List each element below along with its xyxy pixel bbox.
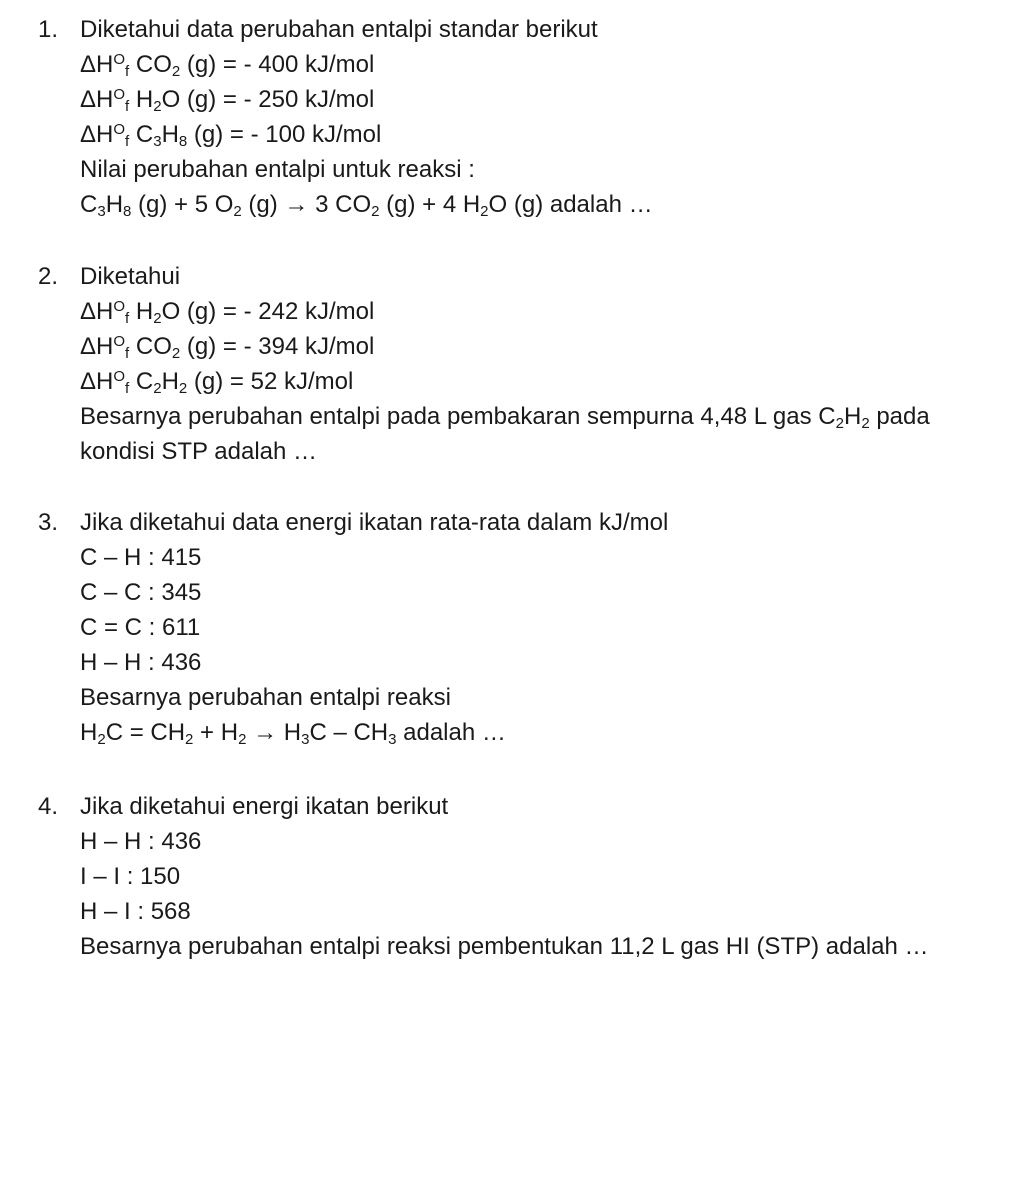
text-line bbox=[80, 575, 980, 610]
text-segment: Jika diketahui data energi ikatan rata-rata dalam kJ/mol bbox=[80, 509, 669, 536]
problem-number: 2. bbox=[38, 263, 59, 290]
text-line bbox=[80, 929, 980, 964]
text-line bbox=[80, 540, 980, 575]
subscript: 2 bbox=[153, 98, 162, 115]
text-segment: Besarnya perubahan entalpi pada pembakaran sempurna 4,48 L gas C bbox=[80, 403, 836, 430]
subscript: 2 bbox=[480, 203, 489, 220]
problem-body bbox=[80, 12, 980, 222]
text-line bbox=[80, 680, 980, 715]
text-line bbox=[80, 329, 980, 364]
subscript: 3 bbox=[388, 731, 397, 748]
subscript: 2 bbox=[835, 415, 844, 432]
text-segment: (g) = - 400 kJ/mol bbox=[180, 51, 375, 78]
subscript: 2 bbox=[861, 415, 870, 432]
text-segment: adalah … bbox=[396, 719, 506, 746]
text-line bbox=[80, 505, 980, 540]
text-segment: ΔH bbox=[80, 121, 114, 148]
text-segment: Diketahui bbox=[80, 263, 181, 290]
text-segment: (g) = 52 kJ/mol bbox=[187, 368, 354, 395]
text-segment: O (g) = - 242 kJ/mol bbox=[161, 298, 375, 325]
text-segment: C – H : 415 bbox=[80, 544, 202, 571]
text-segment: Besarnya perubahan entalpi reaksi bbox=[80, 684, 451, 711]
problem-number: 4. bbox=[38, 793, 59, 820]
superscript: O bbox=[113, 51, 126, 68]
text-line bbox=[80, 824, 980, 859]
text-segment: C bbox=[129, 368, 154, 395]
text-segment: H – I : 568 bbox=[80, 898, 191, 925]
text-segment: (g) → 3 CO bbox=[241, 191, 372, 218]
superscript: O bbox=[113, 368, 126, 385]
text-line bbox=[80, 82, 980, 117]
subscript: 2 bbox=[233, 203, 242, 220]
text-line bbox=[80, 47, 980, 82]
subscript: 3 bbox=[301, 731, 310, 748]
text-segment: C – C : 345 bbox=[80, 579, 202, 606]
superscript: O bbox=[113, 298, 126, 315]
text-segment: Jika diketahui energi ikatan berikut bbox=[80, 793, 449, 820]
text-segment: ΔH bbox=[80, 298, 114, 325]
text-segment: kondisi STP adalah … bbox=[80, 438, 318, 465]
problem-number: 1. bbox=[38, 16, 59, 43]
text-segment: ΔH bbox=[80, 368, 114, 395]
text-segment: ΔH bbox=[80, 86, 114, 113]
text-segment: (g) + 5 O bbox=[131, 191, 234, 218]
subscript: 8 bbox=[178, 133, 188, 150]
text-line bbox=[80, 434, 980, 469]
text-segment: O (g) adalah … bbox=[488, 191, 653, 218]
superscript: O bbox=[113, 86, 126, 103]
text-segment: O (g) = - 250 kJ/mol bbox=[161, 86, 375, 113]
text-segment: H – H : 436 bbox=[80, 649, 202, 676]
superscript: O bbox=[113, 333, 126, 350]
text-segment: (g) + 4 H bbox=[379, 191, 481, 218]
text-segment: CO bbox=[129, 51, 172, 78]
subscript: f bbox=[125, 345, 130, 362]
text-segment: ΔH bbox=[80, 333, 114, 360]
text-line bbox=[80, 789, 980, 824]
subscript: f bbox=[125, 310, 130, 327]
text-line bbox=[80, 259, 980, 294]
text-line bbox=[80, 294, 980, 329]
text-segment: Nilai perubahan entalpi untuk reaksi : bbox=[80, 156, 475, 183]
subscript: 2 bbox=[153, 380, 162, 397]
text-segment: + H bbox=[193, 719, 239, 746]
text-segment: H bbox=[105, 191, 124, 218]
subscript: 8 bbox=[123, 203, 132, 220]
text-line bbox=[80, 645, 980, 680]
text-segment: H bbox=[161, 121, 179, 148]
text-segment: H bbox=[80, 719, 98, 746]
text-line bbox=[80, 117, 980, 152]
text-line bbox=[80, 715, 980, 750]
subscript: 2 bbox=[171, 345, 181, 362]
subscript: 2 bbox=[238, 731, 247, 748]
text-line bbox=[80, 894, 980, 929]
subscript: f bbox=[125, 380, 130, 397]
problem-body bbox=[80, 505, 980, 750]
text-segment: Diketahui data perubahan entalpi standar berikut bbox=[80, 16, 598, 43]
text-segment: C bbox=[129, 121, 154, 148]
subscript: 2 bbox=[185, 731, 194, 748]
text-segment: H bbox=[161, 368, 179, 395]
text-segment: C bbox=[80, 191, 98, 218]
text-segment: ΔH bbox=[80, 51, 114, 78]
subscript: 3 bbox=[153, 133, 162, 150]
text-line bbox=[80, 152, 980, 187]
text-line bbox=[80, 859, 980, 894]
text-segment: H bbox=[843, 403, 862, 430]
subscript: 2 bbox=[178, 380, 188, 397]
text-segment: C = CH bbox=[105, 719, 186, 746]
problem-body bbox=[80, 789, 980, 964]
text-line bbox=[80, 399, 980, 434]
text-line bbox=[80, 187, 980, 222]
text-segment: H – H : 436 bbox=[80, 828, 202, 855]
text-segment: CO bbox=[129, 333, 172, 360]
text-line bbox=[80, 610, 980, 645]
subscript: f bbox=[125, 98, 130, 115]
subscript: f bbox=[125, 63, 130, 80]
subscript: 2 bbox=[153, 310, 162, 327]
superscript: O bbox=[113, 121, 126, 138]
text-segment: H bbox=[129, 298, 154, 325]
text-segment: Besarnya perubahan entalpi reaksi pembentukan 11,2 L gas HI (STP) adalah … bbox=[80, 933, 929, 960]
problem-number: 3. bbox=[38, 509, 59, 536]
text-line bbox=[80, 12, 980, 47]
text-line bbox=[80, 364, 980, 399]
text-segment: C – CH bbox=[309, 719, 389, 746]
problem-body bbox=[80, 259, 980, 469]
subscript: 2 bbox=[97, 731, 106, 748]
text-segment: I – I : 150 bbox=[80, 863, 181, 890]
subscript: 3 bbox=[97, 203, 106, 220]
text-segment: (g) = - 394 kJ/mol bbox=[180, 333, 375, 360]
text-segment: H bbox=[129, 86, 154, 113]
subscript: 2 bbox=[171, 63, 181, 80]
text-segment: C = C : 611 bbox=[80, 614, 201, 641]
subscript: 2 bbox=[371, 203, 380, 220]
text-segment: pada bbox=[869, 403, 930, 430]
subscript: f bbox=[125, 133, 130, 150]
text-segment: → H bbox=[246, 719, 302, 746]
text-segment: (g) = - 100 kJ/mol bbox=[187, 121, 382, 148]
